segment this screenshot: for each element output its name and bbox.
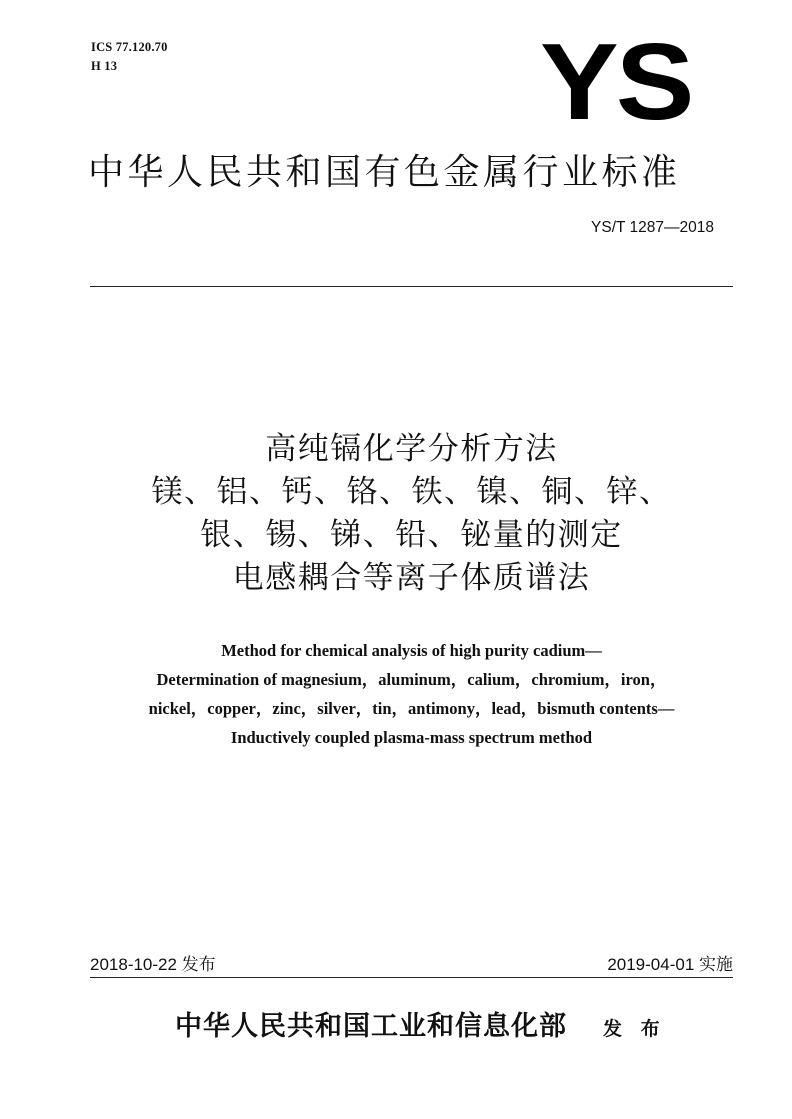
english-title-line: Determination of magnesium，aluminum，calium，chromium，iron， [156,670,667,689]
chinese-title [90,428,733,600]
issue-label: 发 布 [603,1018,666,1040]
top-divider [90,286,733,287]
issuing-authority: 中华人民共和国工业和信息化部 [175,1011,567,1042]
chinese-title-line: 高纯镉化学分析方法 [265,431,558,467]
classification-codes [91,38,168,76]
ys-logo: YS [540,21,692,144]
industry-standard-heading: 中华人民共和国有色金属行业标准 [88,152,681,193]
english-title-line: Inductively coupled plasma-mass spectrum method [230,728,593,747]
implementation-date: 2019-04-01 实施 [607,955,733,974]
issue-date: 2018-10-22 发布 [90,955,216,974]
english-title [60,636,763,752]
chinese-title-line: 银、锡、锑、铅、铋量的测定 [200,517,623,553]
ccs-code: H 13 [91,59,118,73]
standard-number: YS/T 1287—2018 [591,219,714,236]
ics-code: ICS 77.120.70 [91,40,168,54]
bottom-divider [90,977,733,978]
english-title-line: nickel，copper，zinc，silver，tin，antimony，lead，bismuth contents— [148,699,675,718]
chinese-title-line: 镁、铝、钙、铬、铁、镍、铜、锌、 [151,474,672,510]
chinese-title-line: 电感耦合等离子体质谱法 [232,560,591,596]
english-title-line: Method for chemical analysis of high purity cadium— [221,641,602,660]
